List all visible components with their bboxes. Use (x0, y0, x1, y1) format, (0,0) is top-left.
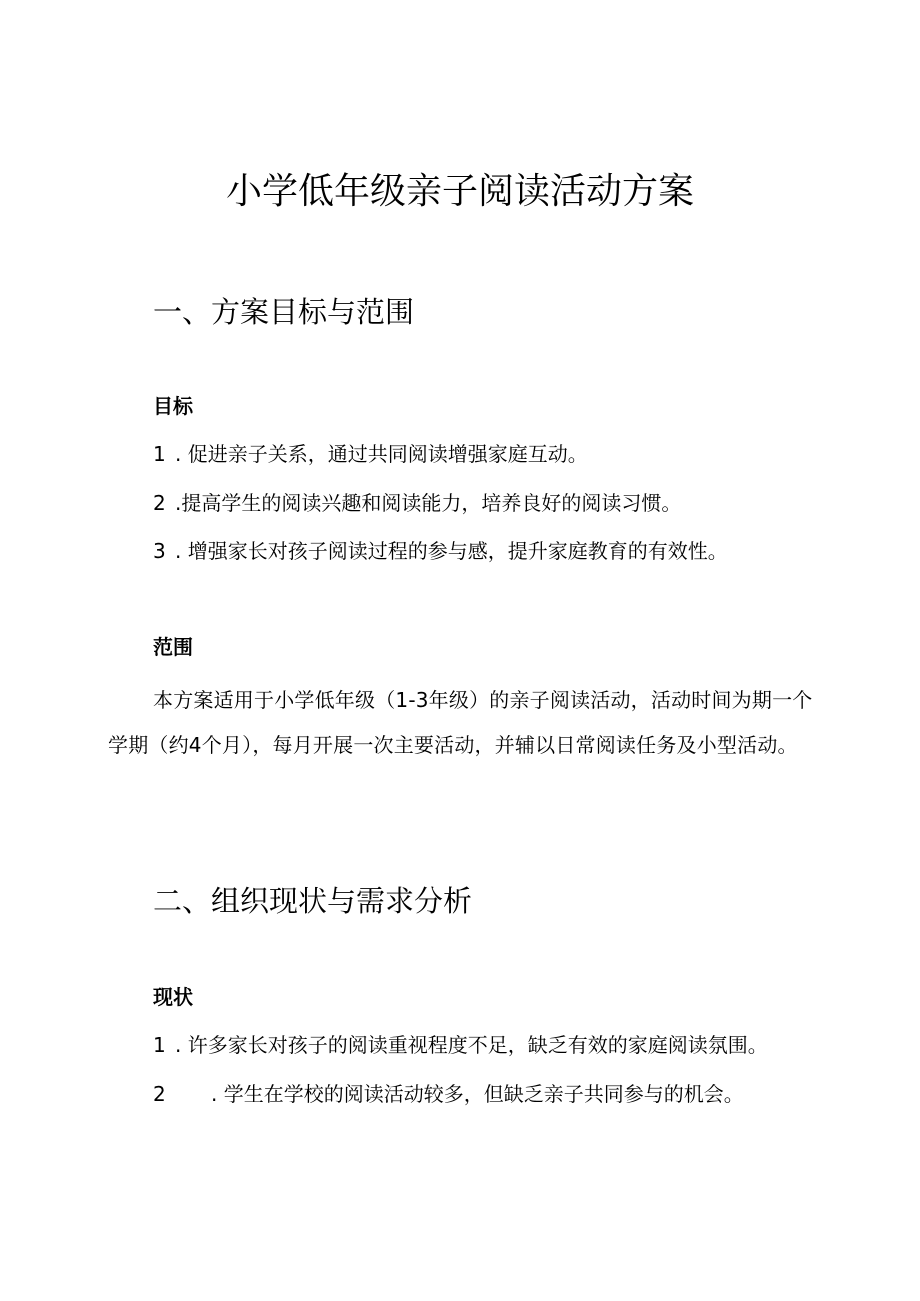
list-item (153, 1080, 744, 1108)
document-title: 小学低年级亲子阅读活动方案 (225, 171, 694, 212)
subheading-goals: 目标 (153, 394, 193, 418)
subheading-scope: 范围 (153, 635, 193, 659)
list-item (153, 440, 588, 468)
list-item (153, 1031, 768, 1059)
list-item-number: 2 (153, 491, 166, 515)
list-item (153, 489, 681, 517)
scope-paragraph: 本方案适用于小学低年级（1-3年级）的亲子阅读活动，活动时间为期一个学期（约4个月），每月开展一次主要活动，并辅以日常阅读任务及小型活动。 (108, 688, 813, 757)
list-item-number: 1 (153, 442, 166, 466)
list-item-number: 1 (153, 1033, 166, 1057)
section-heading-goals-scope: 一、方案目标与范围 (153, 295, 415, 329)
list-item-text: . 许多家长对孩子的阅读重视程度不足，缺乏有效的家庭阅读氛围。 (175, 1033, 768, 1057)
list-item-number: 3 (153, 539, 166, 563)
list-item-text: . 增强家长对孩子阅读过程的参与感，提升家庭教育的有效性。 (175, 539, 728, 563)
list-item (153, 537, 728, 565)
list-item-text: . 学生在学校的阅读活动较多，但缺乏亲子共同参与的机会。 (211, 1082, 744, 1106)
list-item-number: 2 (153, 1082, 166, 1106)
subheading-status: 现状 (153, 985, 193, 1009)
list-item-text: .提高学生的阅读兴趣和阅读能力，培养良好的阅读习惯。 (175, 491, 682, 515)
section-heading-status-analysis: 二、组织现状与需求分析 (153, 884, 473, 918)
list-item-text: . 促进亲子关系，通过共同阅读增强家庭互动。 (175, 442, 588, 466)
